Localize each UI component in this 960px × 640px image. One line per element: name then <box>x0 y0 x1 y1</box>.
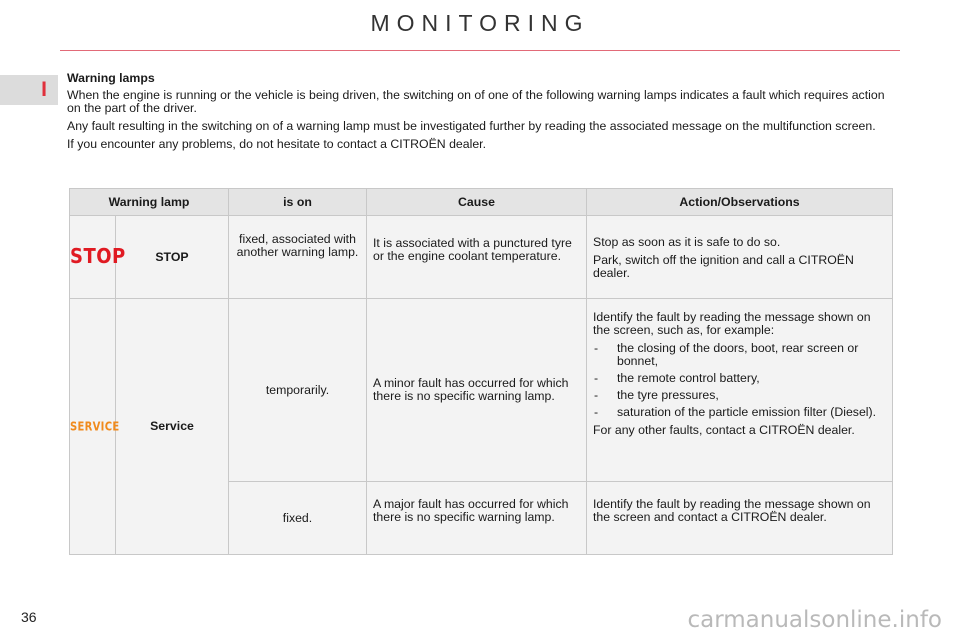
column-header-is-on: is on <box>229 189 367 216</box>
table-row-stop <box>70 216 893 299</box>
page-number: 36 <box>21 609 37 625</box>
service-warning-icon: SERVICE <box>70 420 120 434</box>
is-on-fixed: fixed. <box>229 482 367 555</box>
example-list <box>593 342 886 419</box>
section-heading: Warning lamps <box>67 71 155 85</box>
chapter-tab <box>0 75 58 105</box>
intro-section <box>67 72 897 156</box>
lamp-name-stop: STOP <box>116 216 229 299</box>
service-icon-cell <box>70 299 120 555</box>
action-temporary <box>587 299 893 482</box>
page-title: MONITORING <box>370 10 590 36</box>
column-header-action: Action/Observations <box>587 189 893 216</box>
lamp-name-service: Service <box>116 299 229 555</box>
column-header-warning-lamp: Warning lamp <box>70 189 229 216</box>
title-divider <box>60 50 900 51</box>
list-item: - the closing of the doors, boot, rear screen or bonnet, <box>594 341 859 368</box>
stop-icon-cell <box>70 216 126 299</box>
column-header-cause: Cause <box>367 189 587 216</box>
intro-paragraph: Any fault resulting in the switching on of a warning lamp must be investigated further by reading the associated message on the multifunction screen. <box>67 119 876 133</box>
watermark: carmanualsonline.info <box>687 607 942 633</box>
action-fixed: Identify the fault by reading the message shown on the screen and contact a CITROËN dealer. <box>587 482 893 555</box>
intro-paragraph: If you encounter any problems, do not hesitate to contact a CITROËN dealer. <box>67 137 487 151</box>
warning-lamps-table <box>69 188 893 555</box>
action-outro: For any other faults, contact a CITROËN dealer. <box>593 423 855 437</box>
list-item: - the tyre pressures, <box>594 388 719 402</box>
list-item: - saturation of the particle emission filter (Diesel). <box>594 405 877 419</box>
cause-fixed: A major fault has occurred for which there is no specific warning lamp. <box>367 482 587 555</box>
chapter-marker: I <box>41 78 47 101</box>
cause-stop: It is associated with a punctured tyre or the engine coolant temperature. <box>367 216 587 299</box>
list-item: - the remote control battery, <box>594 371 760 385</box>
is-on-stop: fixed, associated with another warning lamp. <box>229 216 367 299</box>
is-on-temporary: temporarily. <box>229 299 367 482</box>
action-intro: Identify the fault by reading the message shown on the screen, such as, for example: <box>593 310 871 337</box>
table-header-row <box>70 189 893 216</box>
intro-paragraph: When the engine is running or the vehicle is being driven, the switching on of one of the following warning lamps indicates a fault which requires action on the part of the driver. <box>67 88 885 115</box>
stop-warning-icon: STOP <box>70 243 126 269</box>
action-stop <box>587 216 893 299</box>
table-row-service-temporary <box>70 299 893 482</box>
action-text: Park, switch off the ignition and call a CITROËN dealer. <box>593 253 854 280</box>
cause-temporary: A minor fault has occurred for which there is no specific warning lamp. <box>367 299 587 482</box>
action-text: Stop as soon as it is safe to do so. <box>593 235 781 249</box>
